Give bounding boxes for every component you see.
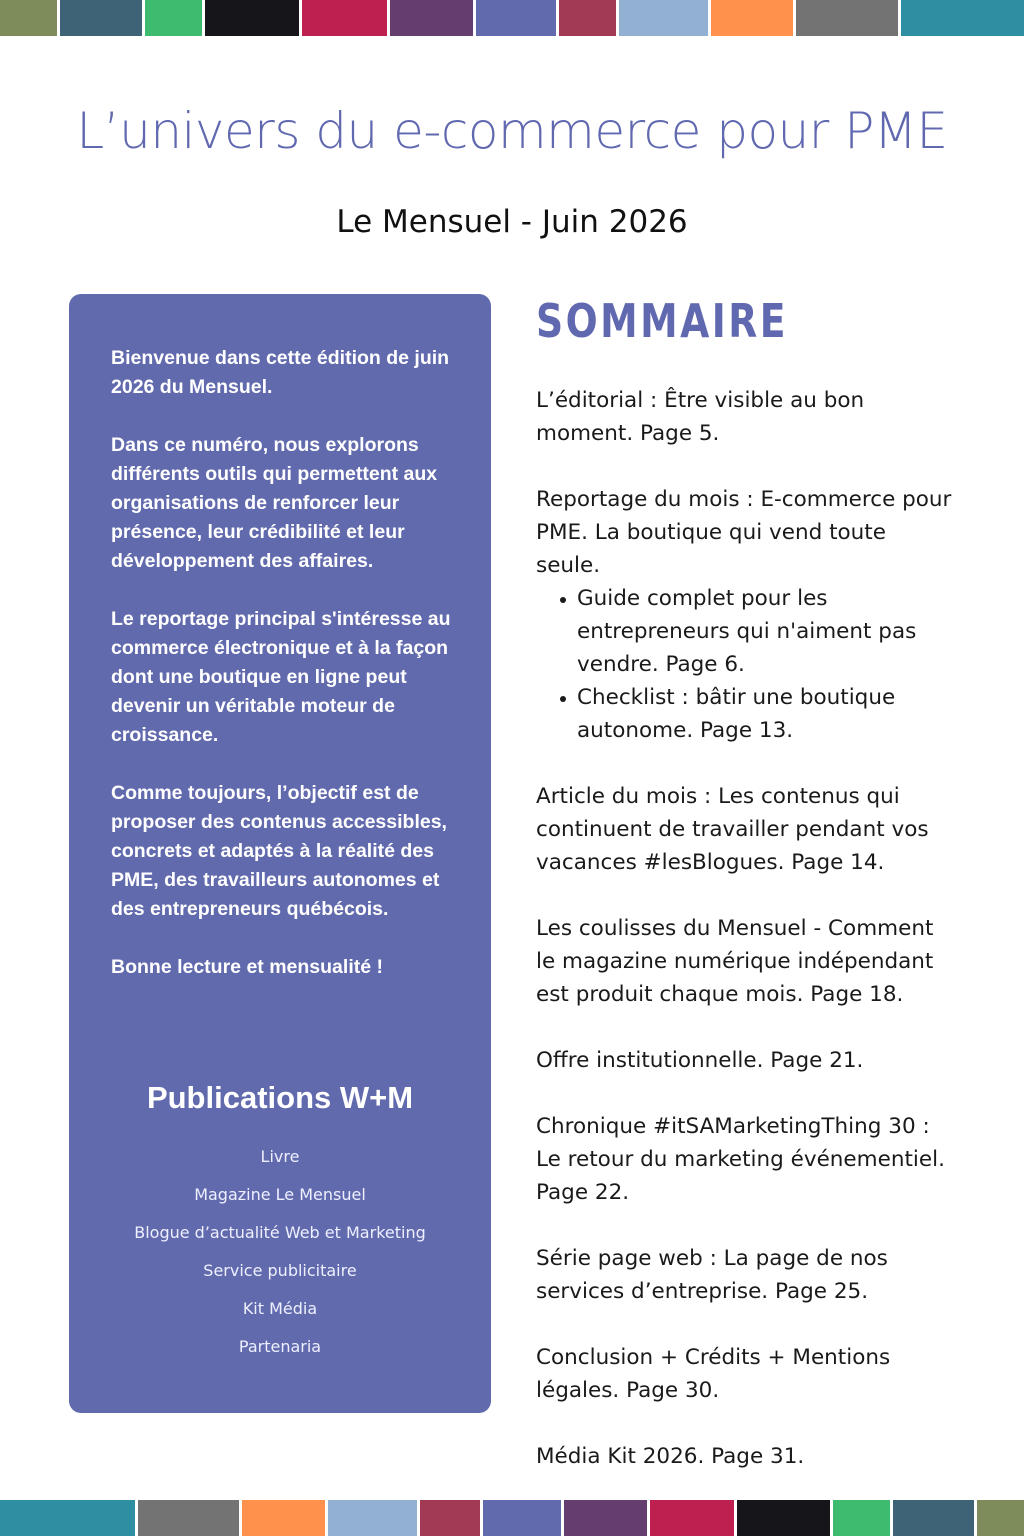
issue-subtitle: Le Mensuel - Juin 2026	[336, 204, 688, 240]
toc-entry	[536, 483, 956, 747]
intro-paragraph: Dans ce numéro, nous explorons différents outils qui permettent aux organisations de renforcer leur présence, leur crédibilité et leur développement des affaires.	[111, 434, 438, 572]
toc-subitem: Guide complet pour les entrepreneurs qui n'aiment pas vendre. Page 6.	[558, 582, 956, 681]
toc-entry-text: Chronique #itSAMarketingThing 30 : Le retour du marketing événementiel. Page 22.	[536, 1114, 945, 1205]
toc-entry	[536, 1341, 956, 1407]
toc-entry-text: Conclusion + Crédits + Mentions légales. Page 30.	[536, 1345, 891, 1403]
color-strip-segment	[559, 0, 617, 36]
toc-entry-text: L’éditorial : Être visible au bon moment. Page 5.	[536, 388, 865, 446]
color-strip-segment	[138, 1500, 240, 1536]
toc-entry-text: Série page web : La page de nos services d’entreprise. Page 25.	[536, 1246, 888, 1304]
publication-link-magazine[interactable]: Magazine Le Mensuel	[194, 1185, 366, 1204]
welcome-panel	[69, 294, 491, 1413]
intro-paragraph: Le reportage principal s'intéresse au commerce électronique et à la façon dont une boutique en ligne peut devenir un véritable moteur de croissance.	[111, 608, 451, 746]
publication-link-livre[interactable]: Livre	[260, 1147, 300, 1166]
publications-list	[69, 1146, 491, 1374]
toc-entry	[536, 912, 956, 1011]
color-strip-segment	[893, 1500, 973, 1536]
color-strip-segment	[711, 0, 793, 36]
toc-sublist	[558, 582, 956, 747]
toc-entry-text: Reportage du mois : E-commerce pour PME. La boutique qui vend toute seule.	[536, 487, 952, 578]
color-strip-segment	[737, 1500, 830, 1536]
color-strip-segment	[977, 1500, 1024, 1536]
publication-link-service-publicitaire[interactable]: Service publicitaire	[203, 1261, 357, 1280]
toc-entry-text: Article du mois : Les contenus qui continuent de travailler pendant vos vacances #lesBlogues. Page 14.	[536, 784, 929, 875]
color-strip-segment	[328, 1500, 418, 1536]
welcome-text	[111, 344, 457, 982]
color-strip-segment	[205, 0, 298, 36]
color-strip-segment	[483, 1500, 561, 1536]
color-strip-segment	[796, 0, 897, 36]
color-strip-segment	[390, 0, 473, 36]
table-of-contents	[536, 384, 956, 1473]
color-strip-segment	[564, 1500, 647, 1536]
toc-entry	[536, 780, 956, 879]
intro-paragraph: Comme toujours, l’objectif est de proposer des contenus accessibles, concrets et adaptés à la réalité des PME, des travailleurs autonomes et des entrepreneurs québécois.	[111, 782, 447, 920]
publication-link-partenaria[interactable]: Partenaria	[238, 1337, 322, 1356]
bottom-color-strip	[0, 1500, 1024, 1536]
color-strip-segment	[60, 0, 142, 36]
publication-link-kit-media[interactable]: Kit Média	[242, 1299, 318, 1318]
toc-entry-text: Les coulisses du Mensuel - Comment le magazine numérique indépendant est produit chaque mois. Page 18.	[536, 916, 934, 1007]
intro-paragraph: Bonne lecture et mensualité !	[111, 956, 383, 978]
toc-entry-text: Média Kit 2026. Page 31.	[536, 1444, 805, 1469]
page-title: L’univers du e-commerce pour PME	[76, 102, 948, 160]
color-strip-segment	[0, 0, 57, 36]
top-color-strip	[0, 0, 1024, 36]
toc-subitem: Checklist : bâtir une boutique autonome. Page 13.	[558, 681, 956, 747]
color-strip-segment	[476, 0, 556, 36]
toc-entry-text: Offre institutionnelle. Page 21.	[536, 1048, 864, 1073]
color-strip-segment	[145, 0, 203, 36]
toc-entry	[536, 1044, 956, 1077]
color-strip-segment	[302, 0, 387, 36]
publication-link-blogue[interactable]: Blogue d’actualité Web et Marketing	[134, 1223, 426, 1242]
color-strip-segment	[650, 1500, 735, 1536]
publications-title: Publications W+M	[146, 1080, 414, 1115]
toc-entry	[536, 384, 956, 450]
toc-entry	[536, 1440, 956, 1473]
toc-entry	[536, 1110, 956, 1209]
color-strip-segment	[619, 0, 708, 36]
color-strip-segment	[0, 1500, 135, 1536]
color-strip-segment	[901, 0, 1024, 36]
color-strip-segment	[833, 1500, 890, 1536]
toc-entry	[536, 1242, 956, 1308]
color-strip-segment	[242, 1500, 325, 1536]
color-strip-segment	[420, 1500, 479, 1536]
sommaire-heading: SOMMAIRE	[536, 294, 789, 348]
intro-paragraph: Bienvenue dans cette édition de juin 2026 du Mensuel.	[111, 347, 450, 398]
